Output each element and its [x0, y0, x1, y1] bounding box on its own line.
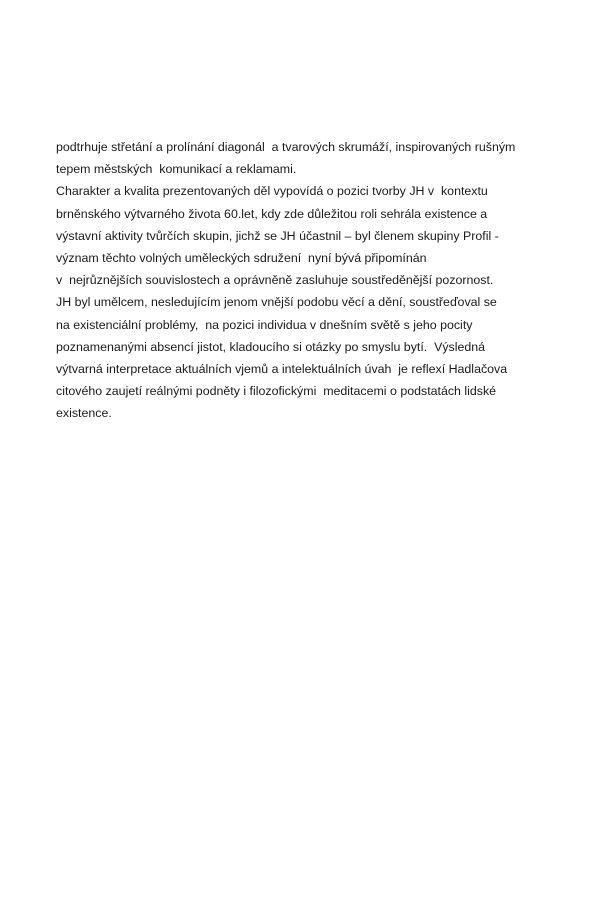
text-line-4: brněnského výtvarného života 60.let, kdy zde důležitou roli sehrála existence a — [56, 206, 488, 221]
text-line-9: na existenciální problémy, na pozici individua v dnešním světě s jeho pocity — [56, 317, 473, 332]
text-line-1: podtrhuje střetání a prolínání diagonál a tvarových skrumáží, inspirovaných rušným — [56, 140, 516, 154]
body-text — [56, 136, 576, 424]
text-line-2: tepem městských komunikací a reklamami. — [56, 162, 297, 177]
text-line-7: v nejrůznějších souvislostech a oprávněně zasluhuje soustředěnější pozornost. — [56, 273, 494, 288]
text-line-8: JH byl umělcem, nesledujícím jenom vnější podobu věcí a dění, soustřeďoval se — [56, 295, 497, 310]
text-line-3: Charakter a kvalita prezentovaných děl vypovídá o pozici tvorby JH v kontextu — [56, 184, 488, 199]
text-line-6: význam těchto volných uměleckých sdružení nyní bývá připomínán — [56, 250, 427, 265]
text-line-11: výtvarná interpretace aktuálních vjemů a intelektuálních úvah je reflexí Hadlačova — [56, 361, 508, 376]
text-line-10: poznamenanými absencí jistot, kladoucího si otázky po smyslu bytí. Výsledná — [56, 339, 486, 354]
text-line-13: existence. — [56, 406, 112, 421]
text-line-12: citového zaujetí reálnými podněty i filozofickými meditacemi o podstatách lidské — [56, 384, 497, 399]
text-line-5: výstavní aktivity tvůrčích skupin, jichž se JH účastnil – byl členem skupiny Profil - — [56, 228, 499, 243]
